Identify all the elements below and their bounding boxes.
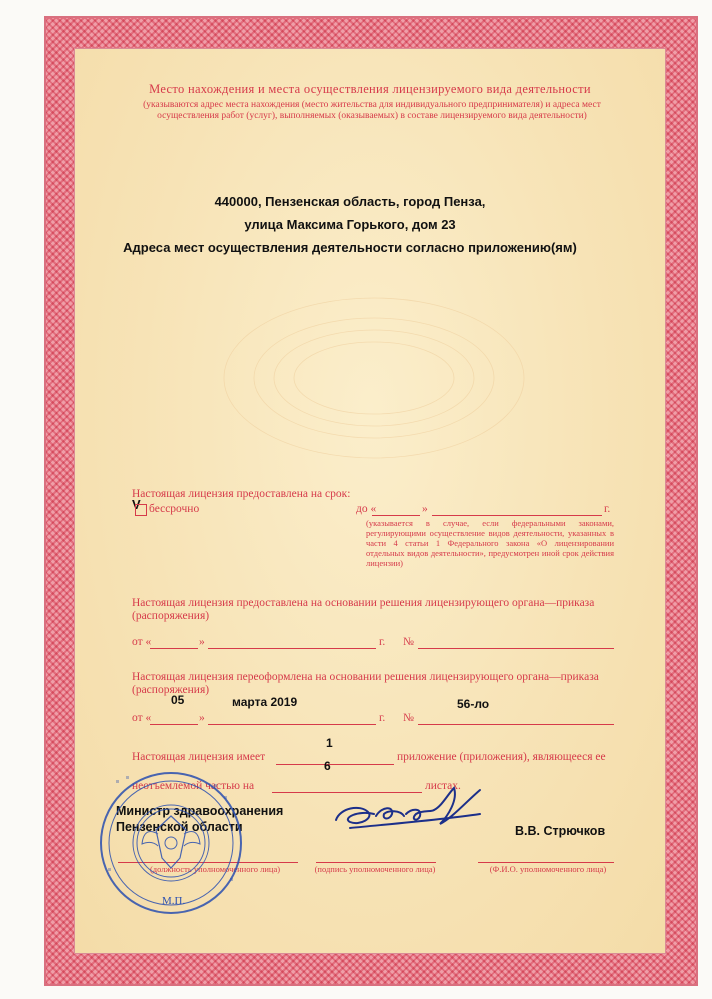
appendix-sheets: 6 xyxy=(324,759,331,773)
signer-name: В.В. Стрючков xyxy=(515,824,606,838)
header-title: Место нахождения и места осуществления лицензируемого вида деятельности xyxy=(149,82,591,96)
until-suffix: г. xyxy=(604,503,611,515)
reissue-from-prefix: от « xyxy=(132,712,152,724)
caption-position: (должность уполномоченного лица) xyxy=(149,864,281,874)
basis-date-line xyxy=(208,648,376,649)
signature-line xyxy=(316,862,436,863)
appendix-label-start: Настоящая лицензия имеет xyxy=(132,751,266,763)
indefinite-checkbox xyxy=(135,504,147,516)
reissue-from-mid: » xyxy=(199,712,205,724)
term-note: (указывается в случае, если федеральными законами, регулирующими осуществление видов деятельности, указанных в части 4 статьи 1 Федерального закона «О лицензировании отдельных видов деятельности», предусмотрен иной срок действия лицензии) xyxy=(366,518,614,568)
term-label: Настоящая лицензия предоставлена на срок: xyxy=(132,488,351,500)
name-line xyxy=(478,862,614,863)
reissue-number-line xyxy=(418,724,614,725)
stamp-mark: М.П. xyxy=(162,895,186,907)
signer-position-line2: Пензенской области xyxy=(116,820,243,834)
address-line-1: 440000, Пензенская область, город Пенза, xyxy=(214,194,486,209)
until-day-line xyxy=(372,515,420,516)
until-prefix: до « xyxy=(356,503,377,515)
caption-name: (Ф.И.О. уполномоченного лица) xyxy=(489,864,607,874)
appendix-count: 1 xyxy=(326,736,333,750)
address-line-2: улица Максима Горького, дом 23 xyxy=(244,217,456,232)
check-mark: V xyxy=(132,497,141,512)
appendix-count-line xyxy=(276,764,394,765)
reissue-year-suffix: г. xyxy=(379,712,386,724)
reissue-number: 56-ло xyxy=(457,697,490,711)
signer-position-line1: Министр здравоохранения xyxy=(116,804,284,818)
reissue-number-sign: № xyxy=(403,712,414,724)
basis-number-line xyxy=(418,648,614,649)
reissue-day-line xyxy=(150,724,198,725)
basis-from-prefix: от « xyxy=(132,636,152,648)
handwritten-signature xyxy=(330,780,500,840)
basis-label: Настоящая лицензия предоставлена на основании решения лицензирующего органа—приказа (распоряжения) xyxy=(132,597,595,622)
reissue-day: 05 xyxy=(171,693,185,707)
appendix-label-line2-end: листах. xyxy=(425,780,461,792)
basis-day-line xyxy=(150,648,198,649)
basis-year-suffix: г. xyxy=(379,636,386,648)
basis-from-mid: » xyxy=(199,636,205,648)
until-date-line xyxy=(432,515,602,516)
reissue-date-line xyxy=(208,724,376,725)
basis-number-sign: № xyxy=(403,636,414,648)
indefinite-label: бессрочно xyxy=(149,503,200,515)
header-note: (указываются адрес места нахождения (место жительства для индивидуального предпринимателя) и адреса мест осуществления работ (услуг), выполняемых (оказываемых) в составе лицензируемого вида деятельности) xyxy=(143,100,601,121)
appendix-label-line2: неотъемлемой частью на xyxy=(132,780,255,792)
until-mid: » xyxy=(422,503,428,515)
caption-signature: (подпись уполномоченного лица) xyxy=(314,864,436,874)
appendix-label-end: приложение (приложения), являющееся ее xyxy=(397,751,606,763)
address-line-3: Адреса мест осуществления деятельности согласно приложению(ям) xyxy=(123,240,577,255)
reissue-label: Настоящая лицензия переоформлена на основании решения лицензирующего органа—приказа (распоряжения) xyxy=(132,671,599,696)
reissue-month-year: марта 2019 xyxy=(232,695,298,709)
